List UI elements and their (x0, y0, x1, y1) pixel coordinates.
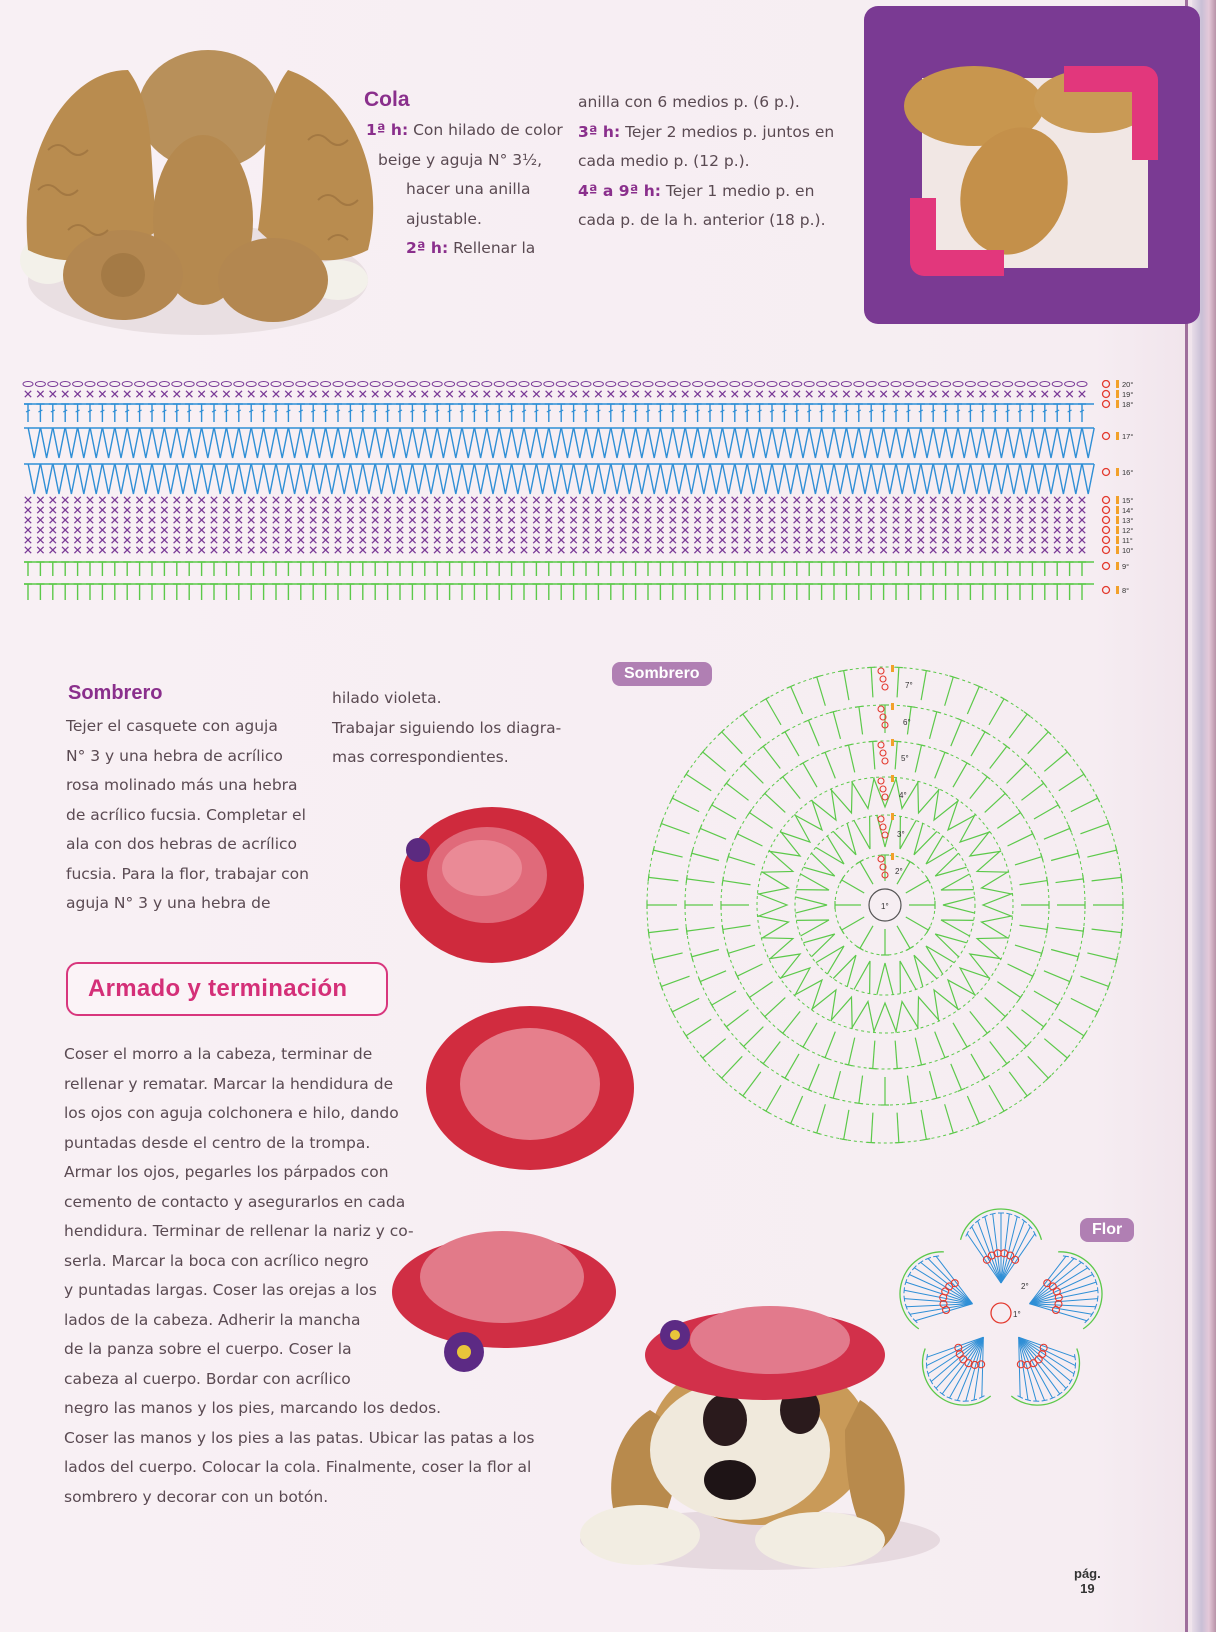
row-label: 12° (1122, 526, 1134, 535)
hat-photo-1 (392, 790, 592, 970)
flower-petal (1011, 1337, 1079, 1405)
armado-line: serla. Marcar la boca con acrílico negro (64, 1251, 369, 1270)
chart-row (25, 497, 1085, 503)
page-number (1074, 1566, 1101, 1596)
turning-chain (882, 758, 888, 764)
cola-line: 2ª h: Rellenar la (406, 239, 536, 257)
turning-chain (878, 856, 884, 862)
turning-chain (880, 824, 886, 830)
flor-diagram-tag: Flor (1080, 1218, 1134, 1242)
row-marker (1116, 468, 1119, 476)
hat-ring-label: 5° (901, 754, 909, 763)
turning-chain (882, 684, 888, 690)
turning-chain (1103, 563, 1110, 570)
chart-row (24, 584, 1094, 600)
cola-line: cada p. de la h. anterior (18 p.). (578, 211, 826, 229)
chart-row (25, 547, 1085, 553)
turning-chain (1103, 469, 1110, 476)
ring-marker (891, 813, 894, 820)
chart-row (24, 404, 1094, 422)
cola-line: cada medio p. (12 p.). (578, 152, 750, 170)
row-marker (1116, 546, 1119, 554)
turning-chain (878, 706, 884, 712)
cola-line: 3ª h: Tejer 2 medios p. juntos en (578, 122, 835, 141)
row-marker (1116, 432, 1119, 440)
row-label: 15° (1122, 496, 1134, 505)
armado-line: cabeza al cuerpo. Bordar con acrílico (64, 1369, 351, 1388)
turning-chain (1103, 391, 1110, 398)
tail-photo (864, 6, 1200, 324)
chart-row (24, 428, 1094, 458)
cola-line: hacer una anilla (406, 180, 531, 198)
row-label: 9° (1122, 562, 1130, 571)
turning-chain (882, 832, 888, 838)
armado-line: hendidura. Terminar de rellenar la nariz y co- (64, 1222, 414, 1240)
row-label: 16° (1122, 468, 1134, 477)
row-label: 18° (1122, 400, 1134, 409)
turning-chain (878, 778, 884, 784)
armado-text (64, 1040, 534, 1512)
cola-line: ajustable. (406, 209, 482, 228)
chart-row (25, 507, 1085, 513)
row-stitch-chart (20, 380, 1180, 650)
armado-line: puntadas desde el centro de la trompa. (64, 1133, 371, 1152)
chart-row (24, 464, 1094, 494)
armado-line: Coser las manos y los pies a las patas. Ubicar las patas a los (64, 1428, 535, 1447)
page-number-label: pág. (1074, 1566, 1101, 1581)
row-marker (1116, 586, 1119, 594)
turning-chain (1103, 527, 1110, 534)
turning-chain (1103, 507, 1110, 514)
sombrero-line: Tejer el casquete con aguja (66, 717, 278, 735)
hat-ring-label: 7° (905, 681, 913, 690)
armado-line: cemento de contacto y asegurarlos en cada (64, 1192, 406, 1211)
turning-chain (1103, 547, 1110, 554)
sombrero-diagram-tag: Sombrero (612, 662, 712, 686)
chart-row (23, 382, 1087, 387)
sombrero-text-2 (332, 684, 561, 773)
row-marker (1116, 516, 1119, 524)
chart-row (25, 537, 1085, 543)
row-marker (1116, 390, 1119, 398)
sombrero-line: fucsia. Para la flor, trabajar con (66, 864, 309, 883)
row-marker (1116, 526, 1119, 534)
turning-chain (880, 786, 886, 792)
row-label: 10° (1122, 546, 1134, 555)
row-label: 11° (1122, 536, 1133, 545)
hat-ring-label: 2° (895, 867, 903, 876)
armado-line: y puntadas largas. Coser las orejas a los (64, 1281, 377, 1299)
turning-chain (878, 668, 884, 674)
turning-chain (880, 676, 886, 682)
flower-label: 1° (1013, 1310, 1021, 1319)
dog-with-hat-photo (560, 1300, 940, 1570)
sombrero-line: de acrílico fucsia. Completar el (66, 805, 306, 824)
turning-chain (1103, 537, 1110, 544)
dog-back-photo (8, 30, 388, 340)
turning-chain (1103, 497, 1110, 504)
armado-line: lados del cuerpo. Colocar la cola. Finalmente, coser la flor al (64, 1458, 532, 1476)
cola-left-text (366, 116, 563, 264)
ring-marker (891, 853, 894, 860)
cola-title: Cola (364, 88, 410, 111)
armado-heading-box (66, 962, 388, 1016)
turning-chain (1103, 381, 1110, 388)
flower-label: 2° (1021, 1282, 1029, 1291)
chart-row (25, 391, 1085, 397)
hat-ring-label: 6° (903, 718, 911, 727)
turning-chain (878, 816, 884, 822)
armado-line: negro las manos y los pies, marcando los dedos. (64, 1399, 442, 1417)
turning-chain (1103, 401, 1110, 408)
row-label: 14° (1122, 506, 1134, 515)
cola-line: beige y aguja N° 3½, (378, 150, 543, 169)
sombrero-line: rosa molinado más una hebra (66, 776, 298, 794)
row-marker (1116, 400, 1119, 408)
chart-row (24, 562, 1094, 576)
turning-chain (878, 742, 884, 748)
flower-petal (1030, 1252, 1102, 1329)
hat-ring-label: 4° (899, 791, 907, 800)
ring-marker (891, 775, 894, 782)
ring-marker (891, 665, 894, 672)
sombrero-line: ala con dos hebras de acrílico (66, 835, 298, 853)
page-number-value: 19 (1080, 1581, 1095, 1596)
sombrero-line: mas correspondientes. (332, 748, 509, 766)
cola-right-text (578, 88, 834, 236)
row-marker (1116, 562, 1119, 570)
row-marker (1116, 380, 1119, 388)
armado-line: lados de la cabeza. Adherir la mancha (64, 1310, 361, 1329)
row-label: 17° (1122, 432, 1134, 441)
flower-petal (961, 1209, 1042, 1283)
sombrero-text (66, 712, 309, 919)
row-label: 8° (1122, 586, 1130, 595)
armado-line: los ojos con aguja colchonera e hilo, dando (64, 1104, 399, 1122)
row-label: 13° (1122, 516, 1134, 525)
cola-line: 4ª a 9ª h: Tejer 1 medio p. en (578, 181, 815, 200)
turning-chain (1103, 587, 1110, 594)
row-label: 19° (1122, 390, 1134, 399)
sombrero-title: Sombrero (68, 682, 163, 704)
armado-line: Armar los ojos, pegarles los párpados con (64, 1163, 389, 1181)
sombrero-line: aguja N° 3 y una hebra de (66, 894, 271, 912)
turning-chain (1103, 517, 1110, 524)
cola-line: anilla con 6 medios p. (6 p.). (578, 93, 800, 111)
armado-line: Coser el morro a la cabeza, terminar de (64, 1045, 373, 1063)
row-marker (1116, 496, 1119, 504)
armado-title: Armado y terminación (88, 975, 348, 1002)
ring-marker (891, 703, 894, 710)
sombrero-line: hilado violeta. (332, 689, 442, 707)
turning-chain (1103, 433, 1110, 440)
turning-chain (880, 750, 886, 756)
cola-line: 1ª h: Con hilado de color (366, 121, 563, 139)
sombrero-diagram (620, 640, 1150, 1170)
chart-row (25, 517, 1085, 523)
chart-row (25, 527, 1085, 533)
hat-ring-label: 3° (897, 830, 905, 839)
armado-line: rellenar y rematar. Marcar la hendidura de (64, 1074, 394, 1093)
flower-center (991, 1303, 1011, 1323)
row-label: 20° (1122, 380, 1134, 389)
row-marker (1116, 536, 1119, 544)
turning-chain (882, 794, 888, 800)
sombrero-line: N° 3 y una hebra de acrílico (66, 746, 283, 765)
ring-marker (891, 739, 894, 746)
hat-ring-label: 1° (881, 902, 889, 911)
sombrero-line: Trabajar siguiendo los diagra- (332, 718, 562, 737)
armado-line: sombrero y decorar con un botón. (64, 1487, 329, 1506)
row-marker (1116, 506, 1119, 514)
armado-line: de la panza sobre el cuerpo. Coser la (64, 1340, 352, 1358)
